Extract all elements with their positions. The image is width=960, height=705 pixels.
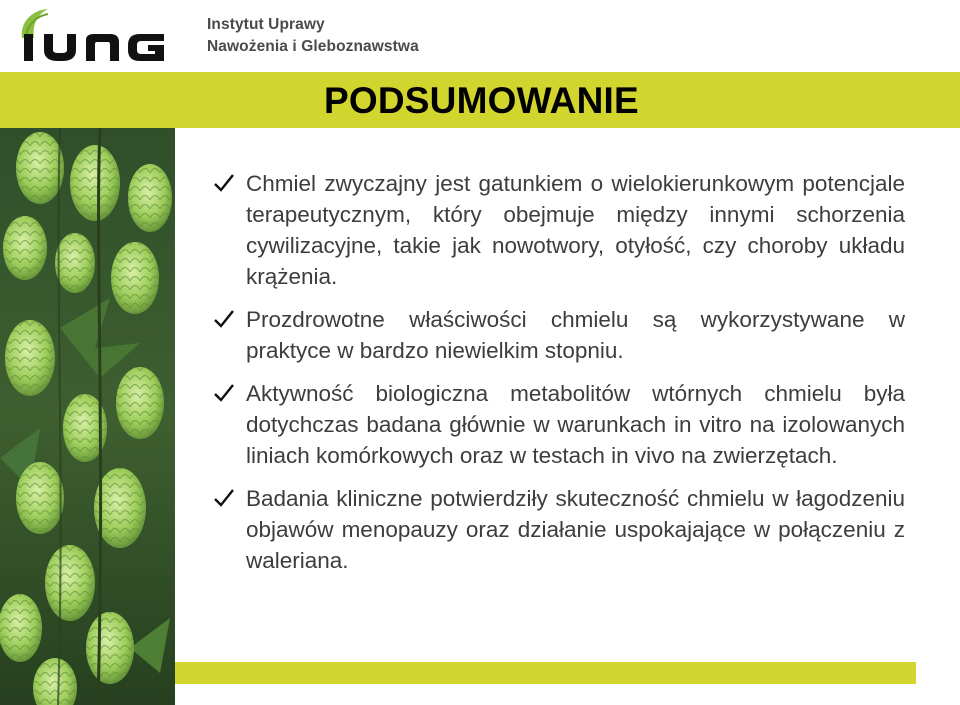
list-item-text: Badania kliniczne potwierdziły skuteczność chmielu w łagodzeniu objawów menopauzy oraz działanie uspokajające w połączeniu z waleriana. xyxy=(246,486,905,573)
hops-photo xyxy=(0,128,175,705)
list-item-text: Aktywność biologiczna metabolitów wtórnych chmielu była dotychczas badana głównie w warunkach in vitro na izolowanych liniach komórkowych oraz w testach in vivo na zwierzętach. xyxy=(246,381,905,468)
checkmark-icon xyxy=(213,382,235,404)
institute-line-2: Nawożenia i Gleboznawstwa xyxy=(207,38,419,55)
summary-list xyxy=(213,168,905,588)
footer-band xyxy=(175,662,916,684)
checkmark-icon xyxy=(213,308,235,330)
institute-line-1: Instytut Uprawy xyxy=(207,16,325,33)
list-item xyxy=(213,378,905,471)
list-item xyxy=(213,168,905,292)
list-item xyxy=(213,483,905,576)
checkmark-icon xyxy=(213,172,235,194)
header xyxy=(0,0,960,72)
iung-logo xyxy=(14,4,194,66)
list-item-text: Prozdrowotne właściwości chmielu są wykorzystywane w praktyce w bardzo niewielkim stopniu. xyxy=(246,307,905,363)
list-item-text: Chmiel zwyczajny jest gatunkiem o wielokierunkowym potencjale terapeutycznym, który obejmuje między innymi schorzenia cywilizacyjne, takie jak nowotwory, otyłość, czy choroby układu krążenia. xyxy=(246,171,905,289)
checkmark-icon xyxy=(213,487,235,509)
page-title: PODSUMOWANIE xyxy=(324,80,639,121)
institute-name xyxy=(207,14,419,58)
list-item xyxy=(213,304,905,366)
